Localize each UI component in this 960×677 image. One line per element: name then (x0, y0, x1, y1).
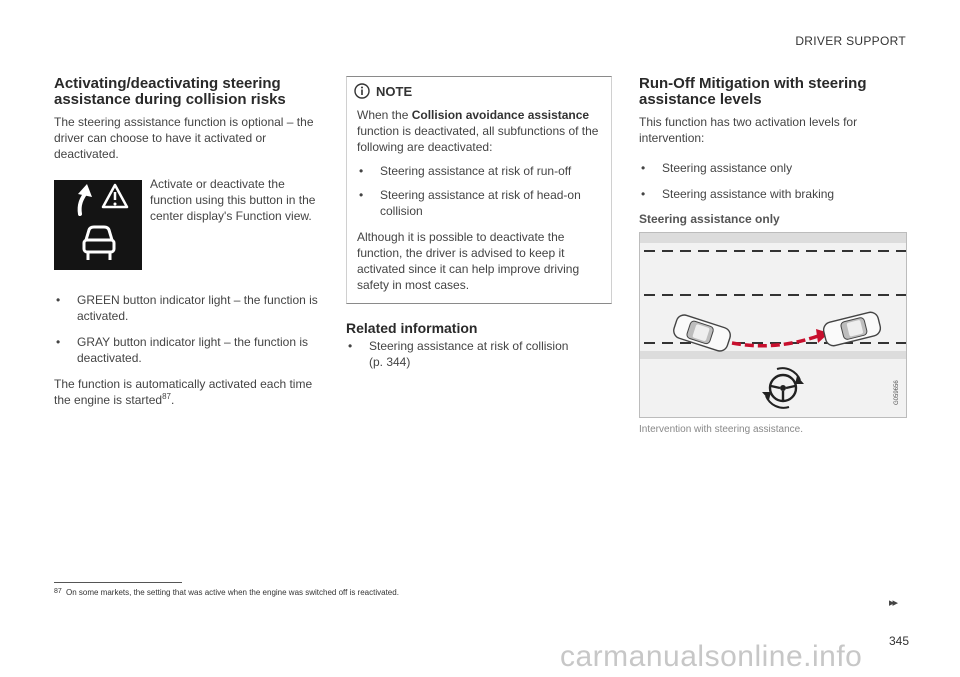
intro-paragraph: The steering assistance function is optional – the driver can choose to have it activated or deactivated. (54, 115, 314, 161)
section-header: DRIVER SUPPORT (795, 34, 906, 48)
related-list (346, 338, 612, 370)
related-info-title: Related information (346, 320, 478, 336)
note-box (346, 76, 612, 304)
note-paragraph: When the Collision avoidance assistance function is deactivated, all subfunctions of the following are deactivated: (357, 108, 599, 154)
note-title: NOTE (376, 83, 413, 99)
footnote-number: 87 (54, 588, 62, 595)
section-title-run-off: Run-Off Mitigation with steering assistance levels (639, 75, 867, 108)
figure-code: G059656 (894, 380, 900, 405)
footnote-text: On some markets, the setting that was active when the engine was switched off is reactivated. (66, 588, 399, 597)
indicator-list (54, 292, 322, 366)
steering-assist-icon (54, 180, 142, 270)
info-icon (354, 83, 370, 99)
function-button-block (54, 177, 322, 270)
related-link[interactable]: • Steering assistance at risk of collision (p. 344) (346, 338, 612, 370)
car-icon (672, 313, 733, 353)
footnote-divider (54, 582, 182, 583)
footnote-ref[interactable]: 87 (162, 392, 171, 401)
list-item: • Steering assistance at risk of head-on collision (357, 187, 601, 219)
figure-caption: Intervention with steering assistance. (639, 424, 803, 435)
column-note (346, 76, 612, 380)
auto-activation-paragraph: The function is automatically activated each time the engine is started$^{87}$. (54, 377, 313, 407)
page-number: 345 (889, 634, 910, 648)
list-item: • GREEN button indicator light – the function is activated. (54, 292, 322, 324)
levels-list (639, 160, 907, 202)
function-button-description: Activate or deactivate the function using this button in the center display's Function view. (150, 177, 316, 223)
levels-intro: This function has two activation levels for intervention: (639, 115, 858, 145)
list-item: • Steering assistance only (639, 160, 907, 176)
page-reference[interactable]: (p. 344) (369, 355, 411, 369)
subsection-title: Steering assistance only (639, 212, 780, 226)
steering-assist-function-button[interactable] (54, 180, 142, 270)
list-item: • GRAY button indicator light – the function is deactivated. (54, 334, 322, 366)
note-list (357, 163, 601, 219)
note-function-name: Collision avoidance assistance (411, 108, 590, 122)
steering-wheel-icon (762, 368, 804, 408)
road-diagram (640, 233, 906, 417)
list-item: • Steering assistance at risk of run-off (357, 163, 601, 179)
footnote (54, 588, 399, 597)
next-page-icon[interactable]: ▸▸ (889, 597, 897, 609)
column-run-off (639, 76, 907, 435)
watermark: carmanualsonline.info (560, 640, 863, 673)
list-item: • Steering assistance with braking (639, 186, 907, 202)
note-advice: Although it is possible to deactivate the function, the driver is advised to keep it activated since it can help improve driving safety in most cases. (357, 230, 580, 292)
section-title-activating: Activating/deactivating steering assistance during collision risks (54, 75, 286, 108)
auto-activation-text: The function is automatically activated each time the engine is started (54, 377, 313, 407)
column-activating (54, 76, 322, 418)
intervention-illustration (639, 232, 907, 418)
car-icon (822, 311, 882, 348)
note-header (354, 83, 601, 99)
